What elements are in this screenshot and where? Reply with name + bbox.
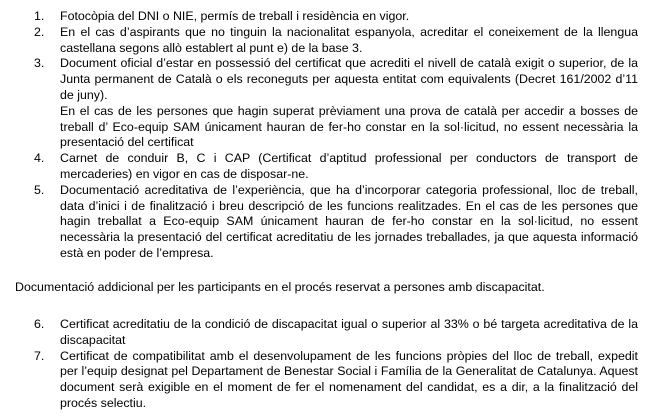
item-number: 6. (34, 317, 45, 331)
item-text: Documentació acreditativa de l’experiència, que ha d’incorporar categoria professional, lloc de treball, data d’inici i de finalització i breu descripció de les funcions realitzades. En el cas de les persones que hagin treballat a Eco-equip SAM únicament hauran de fer-ho constar en la sol·licitud, no essent necessària la presentació del certificat acreditatiu de les jornades treballades, ja que aquesta informació està en poder de l’empresa. (60, 182, 638, 260)
item-text: En el cas d’aspirants que no tinguin la nacionalitat espanyola, acreditar el coneixement de la llengua castellana segons allò establert al punt e) de la base 3. (60, 24, 638, 55)
list-item (0, 317, 663, 349)
item-text: Document oficial d’estar en possessió del certificat que acrediti el nivell de català exigit o superior, de la Junta permanent de Català o els reconeguts per aquesta entitat com equivalents (Decret 161/2002 d’11 de juny). En el cas de les persones que hagin superat prèviament una prova de català per accedir a bosses de treball d’ Eco-equip SAM únicament hauran de fer-ho constar en la sol·licitud, no essent necessària la presentació del certificat (60, 56, 638, 150)
list-item (0, 349, 663, 412)
item-number: 3. (34, 56, 45, 71)
required-documents-list (0, 9, 663, 262)
disability-documents-list (0, 317, 663, 412)
item-text: Certificat acreditatiu de la condició de discapacitat igual o superior al 33% o bé targeta acreditativa de la discapacitat (60, 317, 638, 347)
item-number: 5. (34, 182, 45, 197)
item-number: 4. (34, 151, 45, 166)
item-number: 2. (34, 24, 45, 39)
item-text: Carnet de conduir B, C i CAP (Certificat d’aptitud professional per conductors de transport de mercaderies) en vigor en cas de disposar-ne. (60, 151, 638, 181)
list-item (0, 9, 663, 25)
list-item (0, 183, 663, 262)
item-number: 7. (34, 348, 45, 363)
item-text: Certificat de compatibilitat amb el desenvolupament de les funcions pròpies del lloc de treball, expedit per l’equip designat pel Departament de Benestar Social i Família de la Generalitat de Catalunya. Aquest document serà exigible en el moment de fer el nomenament del candidat, es a dir, a la finalització del procés selectiu. (60, 348, 638, 410)
list-item (0, 56, 663, 151)
item-number: 1. (34, 9, 45, 23)
list-item (0, 151, 663, 183)
item-text: Fotocòpia del DNI o NIE, permís de treball i residència en vigor. (60, 9, 410, 23)
section-note: Documentació addicional per les participants en el procés reservat a persones amb discapacitat. (15, 280, 545, 295)
list-item (0, 25, 663, 57)
